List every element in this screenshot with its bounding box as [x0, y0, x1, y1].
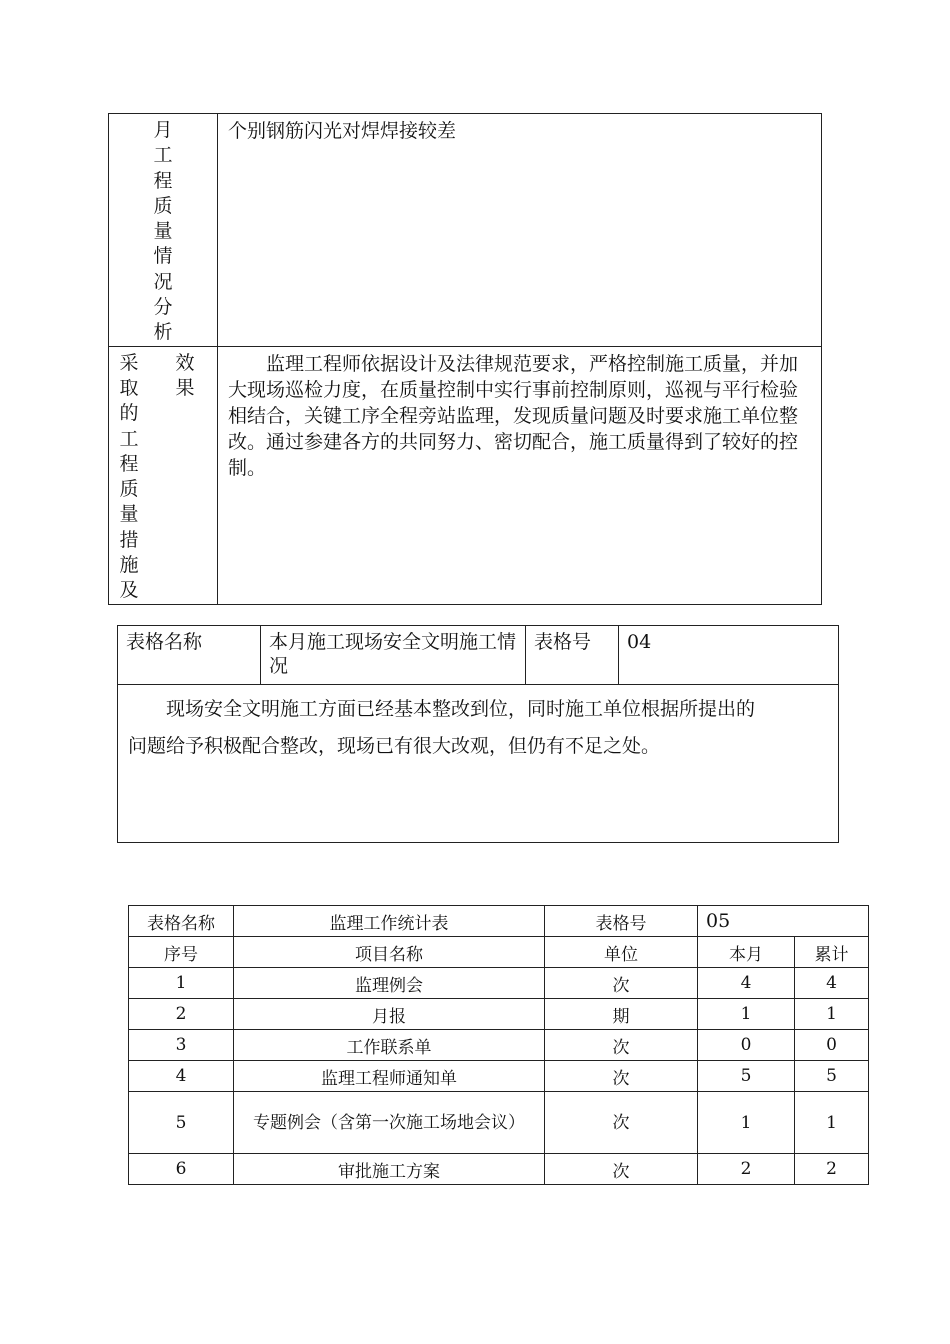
cell-month: 0	[698, 1030, 795, 1061]
measures-vertical-label	[109, 347, 217, 604]
table-row	[129, 1030, 869, 1061]
table-row	[129, 1154, 869, 1185]
header-total: 累计	[795, 937, 869, 968]
cell-item: 监理例会	[234, 968, 545, 999]
label-char: 工	[119, 427, 139, 450]
table-row	[129, 968, 869, 999]
cell-month: 1	[698, 1092, 795, 1154]
table-no-label: 表格号	[526, 626, 619, 685]
label-char: 工	[153, 144, 173, 167]
table-no-value: 04	[619, 626, 839, 685]
cell-item: 工作联系单	[234, 1030, 545, 1061]
label-char: 果	[175, 376, 195, 399]
table-name-label: 表格名称	[118, 626, 261, 685]
label-char: 析	[153, 321, 173, 344]
table-no-label: 表格号	[545, 906, 698, 937]
label-char: 采	[119, 351, 139, 374]
analysis-label-cell	[109, 114, 218, 347]
cell-no: 1	[129, 968, 234, 999]
stats-table	[128, 905, 869, 1185]
quality-analysis-table	[108, 113, 822, 605]
label-char: 月	[153, 119, 173, 141]
cell-no: 6	[129, 1154, 234, 1185]
cell-no: 3	[129, 1030, 234, 1061]
safety-body-row	[118, 685, 839, 843]
cell-total: 1	[795, 999, 869, 1030]
cell-item: 审批施工方案	[234, 1154, 545, 1185]
label-char: 况	[153, 270, 173, 293]
cell-item: 监理工程师通知单	[234, 1061, 545, 1092]
cell-item: 月报	[234, 999, 545, 1030]
safety-paragraph: 现场安全文明施工方面已经基本整改到位，同时施工单位根据所提出的问题给予积极配合整改，现场已有很大改观，但仍有不足之处。	[128, 698, 756, 757]
table-row	[129, 999, 869, 1030]
safety-header-row	[118, 626, 839, 685]
cell-no: 4	[129, 1061, 234, 1092]
cell-month: 4	[698, 968, 795, 999]
analysis-vertical-label	[109, 114, 217, 346]
label-char: 程	[119, 452, 139, 475]
measures-label-col2	[165, 351, 205, 604]
table-row	[129, 1061, 869, 1092]
header-no: 序号	[129, 937, 234, 968]
cell-no: 2	[129, 999, 234, 1030]
quality-row-measures	[109, 346, 822, 604]
table-no-value: 05	[698, 906, 869, 937]
table-name-value: 监理工作统计表	[234, 906, 545, 937]
label-char: 质	[119, 478, 139, 501]
measures-content	[218, 346, 822, 604]
table-name-value: 本月施工现场安全文明施工情况	[261, 626, 526, 685]
stats-title-row	[129, 906, 869, 937]
label-char: 情	[153, 245, 173, 268]
cell-unit: 次	[545, 1154, 698, 1185]
stats-header-row	[129, 937, 869, 968]
label-char: 及	[119, 579, 139, 602]
label-char: 量	[153, 220, 173, 243]
safety-body-cell	[118, 685, 839, 843]
label-char: 施	[119, 554, 139, 577]
cell-total: 4	[795, 968, 869, 999]
cell-unit: 期	[545, 999, 698, 1030]
header-month: 本月	[698, 937, 795, 968]
table-row	[129, 1092, 869, 1154]
label-char: 分	[153, 296, 173, 319]
cell-unit: 次	[545, 1061, 698, 1092]
cell-month: 1	[698, 999, 795, 1030]
cell-total: 2	[795, 1154, 869, 1185]
cell-month: 2	[698, 1154, 795, 1185]
cell-total: 1	[795, 1092, 869, 1154]
label-char: 取	[119, 376, 139, 399]
cell-unit: 次	[545, 968, 698, 999]
quality-row-analysis	[109, 114, 822, 347]
cell-no: 5	[129, 1092, 234, 1154]
safety-table	[117, 625, 839, 843]
analysis-content: 个别钢筋闪光对焊焊接较差	[218, 114, 822, 347]
label-char: 质	[153, 194, 173, 217]
cell-unit: 次	[545, 1030, 698, 1061]
measures-paragraph: 监理工程师依据设计及法律规范要求，严格控制施工质量，并加大现场巡检力度，在质量控制中实行事前控制原则，巡视与平行检验相结合，关键工序全程旁站监理，发现质量问题及时要求施工单位整改。通过参建各方的共同努力、密切配合，施工质量得到了较好的控制。	[228, 352, 799, 479]
table-name-label: 表格名称	[129, 906, 234, 937]
cell-unit: 次	[545, 1092, 698, 1154]
header-unit: 单位	[545, 937, 698, 968]
cell-total: 0	[795, 1030, 869, 1061]
label-char: 效	[175, 351, 195, 374]
measures-label-cell	[109, 346, 218, 604]
label-char: 的	[119, 402, 139, 425]
cell-month: 5	[698, 1061, 795, 1092]
header-item: 项目名称	[234, 937, 545, 968]
label-char: 措	[119, 528, 139, 551]
label-char: 量	[119, 503, 139, 526]
measures-label-col1	[109, 351, 149, 604]
cell-item: 专题例会（含第一次施工场地会议）	[234, 1092, 545, 1154]
label-char: 程	[153, 169, 173, 192]
cell-total: 5	[795, 1061, 869, 1092]
